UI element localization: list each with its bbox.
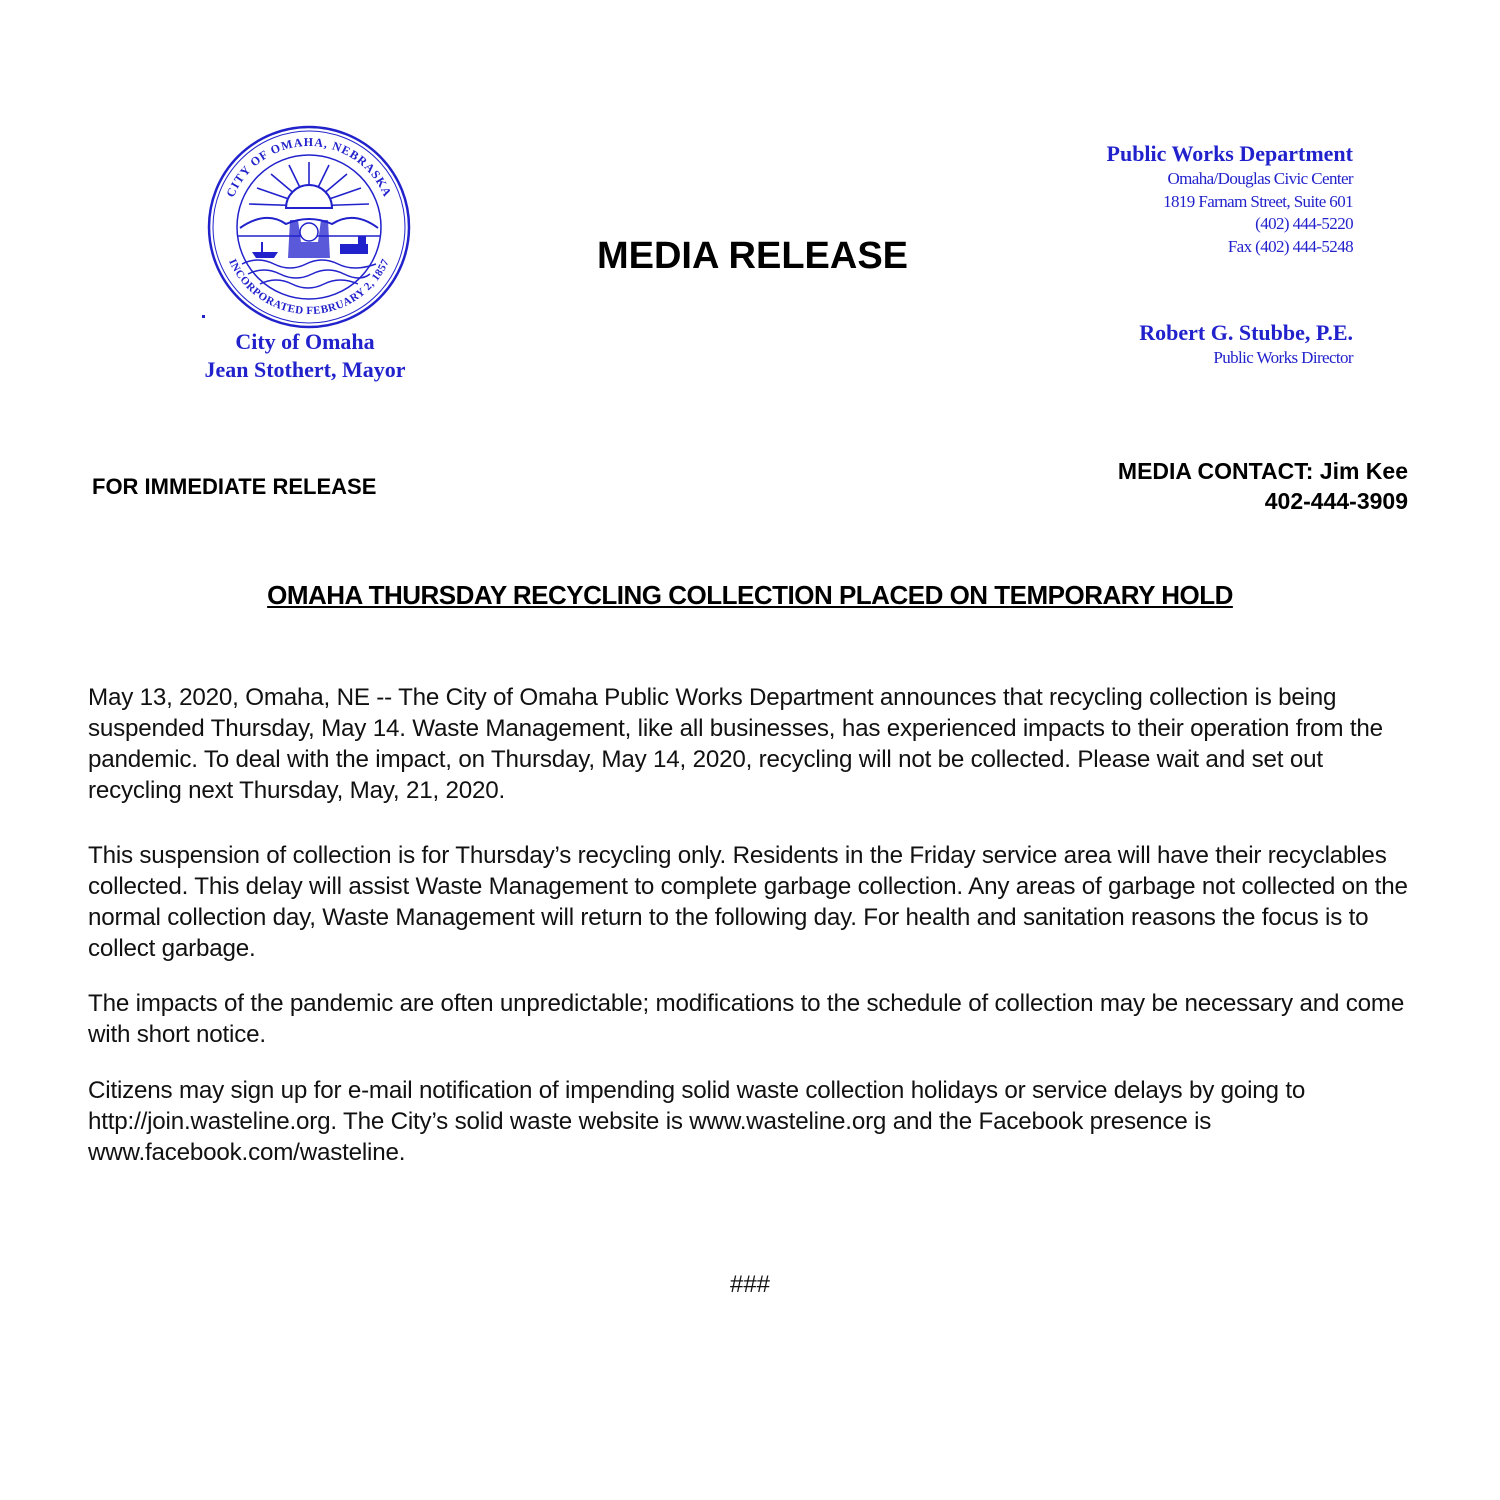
city-block	[170, 328, 440, 384]
media-contact	[1118, 456, 1408, 516]
release-type: FOR IMMEDIATE RELEASE	[92, 474, 377, 499]
headline: OMAHA THURSDAY RECYCLING COLLECTION PLACED ON TEMPORARY HOLD	[267, 580, 1233, 610]
city-name: City of Omaha	[235, 329, 375, 354]
city-seal-logo	[206, 124, 412, 330]
department-fax: Fax (402) 444-5248	[1227, 236, 1353, 256]
seal-dot	[202, 315, 205, 318]
page-title: MEDIA RELEASE	[596, 235, 909, 277]
department-block	[1107, 140, 1353, 258]
end-mark: ###	[729, 1271, 771, 1298]
body-paragraph-4: Citizens may sign up for e-mail notification of impending solid waste collection holidays or service delays by going to http://join.wasteline.org. The City’s solid waste website is www.wasteline.org and the Facebook presence is www.facebook.com/wasteline.	[88, 1077, 1306, 1166]
body-paragraph-3: The impacts of the pandemic are often unpredictable; modifications to the schedule of collection may be necessary and come with short notice.	[88, 990, 1405, 1048]
director-block	[1139, 319, 1353, 369]
body-paragraph-1: May 13, 2020, Omaha, NE -- The City of Omaha Public Works Department announces that recycling collection is being suspended Thursday, May 14. Waste Management, like all businesses, has experienced impacts to their operation from the pandemic. To deal with the impact, on Thursday, May 14, 2020, recycling will not be collected. Please wait and set out recycling next Thursday, May, 21, 2020.	[88, 684, 1383, 804]
media-contact-phone: 402-444-3909	[1264, 488, 1408, 514]
body-paragraph-2: This suspension of collection is for Thursday’s recycling only. Residents in the Friday service area will have their recyclables collected. This delay will assist Waste Management to complete garbage collection. Any areas of garbage not collected on the normal collection day, Waste Management will return to the following day. For health and sanitation reasons the focus is to collect garbage.	[88, 842, 1408, 962]
media-contact-name: MEDIA CONTACT: Jim Kee	[1117, 458, 1408, 484]
director-title: Public Works Director	[1213, 348, 1353, 367]
department-phone: (402) 444-5220	[1255, 214, 1353, 233]
department-address: 1819 Farnam Street, Suite 601	[1163, 191, 1353, 211]
department-name: Public Works Department	[1106, 141, 1353, 166]
director-name: Robert G. Stubbe, P.E.	[1139, 320, 1353, 345]
mayor-name: Jean Stothert, Mayor	[204, 357, 406, 382]
svg-text:CITY OF OMAHA, NEBRASKA: CITY OF OMAHA, NEBRASKA	[223, 134, 395, 200]
svg-text:INCORPORATED FEBRUARY 2, 1857: INCORPORATED FEBRUARY 2, 1857	[226, 257, 392, 318]
department-building: Omaha/Douglas Civic Center	[1167, 169, 1353, 188]
